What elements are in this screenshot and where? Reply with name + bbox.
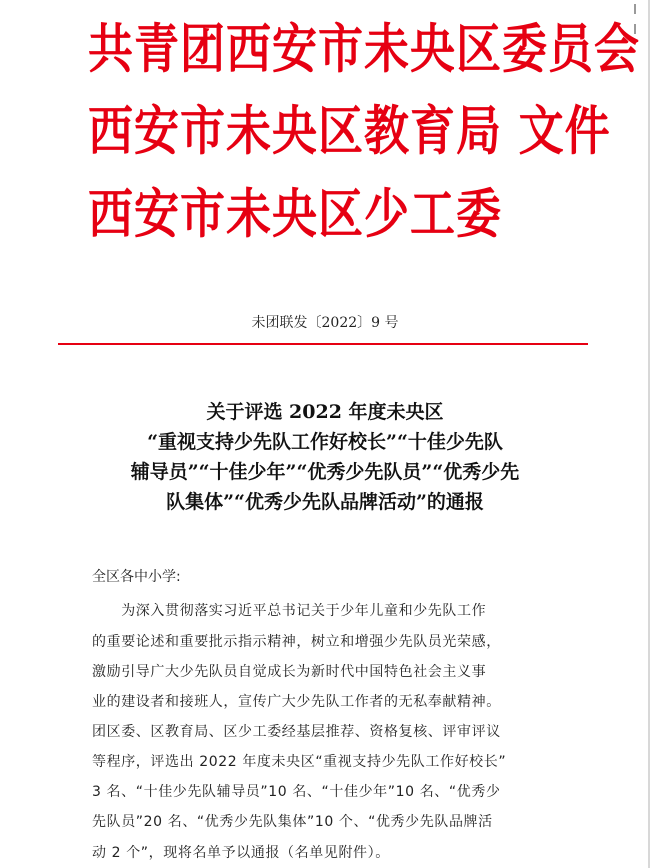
body-line-9: 动 2 个”，现将名单予以通报（名单见附件）。 [92,845,390,861]
body-line-2: 的重要论述和重要批示指示精神，树立和增强少先队员光荣感， [92,634,501,650]
body-line-8: 先队员”20 名、“优秀少先队集体”10 个、“优秀少先队品牌活 [92,814,493,830]
body-line-4: 业的建设者和接班人，宣传广大少先队工作者的无私奉献精神。 [92,694,501,710]
title-line-2: “重视支持少先队工作好校长”“十佳少先队 [147,431,503,453]
salutation: 全区各中小学: [92,569,181,585]
header-line-3: 西安市未央区少工委 [88,182,503,245]
document-number: 未团联发〔2022〕9 号 [251,315,399,331]
title-line-1: 关于评选 2022 年度未央区 [206,401,444,423]
title-line-3: 辅导员”“十佳少年”“优秀少先队员”“优秀少先 [130,461,520,483]
body-line-5: 团区委、区教育局、区少工委经基层推荐、资格复核、评审评议 [92,724,501,740]
header-line-2: 西安市未央区教育局 文件 [88,99,611,162]
document-title [60,397,590,517]
body-line-7: 3 名、“十佳少先队辅导员”10 名、“十佳少年”10 名、“优秀少 [92,784,501,800]
red-divider-line [58,343,588,345]
body-line-1: 为深入贯彻落实习近平总书记关于少年儿童和少先队工作 [92,603,487,619]
scrollbar-marker [634,4,636,14]
title-line-4: 队集体”“优秀少先队品牌活动”的通报 [166,491,484,513]
body-line-3: 激励引导广大少先队员自觉成长为新时代中国特色社会主义事 [92,664,487,680]
body-line-6: 等程序，评选出 2022 年度未央区“重视支持少先队工作好校长” [92,754,507,770]
header-line-1: 共青团西安市未央区委员会 [88,17,641,80]
